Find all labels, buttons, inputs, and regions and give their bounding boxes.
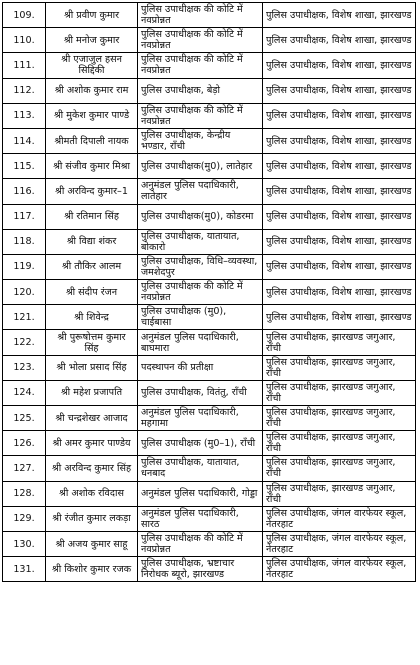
table-row bbox=[3, 229, 416, 254]
new-posting: पुलिस उपाधीक्षक, विशेष शाखा, झारखण्ड bbox=[263, 154, 416, 179]
current-posting: पुलिस उपाधीक्षक, केन्द्रीय भण्डार, राँची bbox=[138, 128, 263, 153]
officer-name: श्री अरविन्द कुमार–1 bbox=[46, 179, 138, 204]
current-posting: पुलिस उपाधीक्षक, बेड़ो bbox=[138, 78, 263, 103]
table-row bbox=[3, 53, 416, 78]
table-row bbox=[3, 154, 416, 179]
new-posting: पुलिस उपाधीक्षक, झारखण्ड जगुआर, राँची bbox=[263, 431, 416, 456]
officer-name: श्रीमती दिपाली नायक bbox=[46, 128, 138, 153]
new-posting: पुलिस उपाधीक्षक, झारखण्ड जगुआर, राँची bbox=[263, 380, 416, 405]
officer-name: श्री अशोक कुमार राम bbox=[46, 78, 138, 103]
new-posting: पुलिस उपाधीक्षक, विशेष शाखा, झारखण्ड bbox=[263, 305, 416, 330]
new-posting: पुलिस उपाधीक्षक, झारखण्ड जगुआर, राँची bbox=[263, 330, 416, 355]
serial-number: 111. bbox=[3, 53, 46, 78]
officer-name: श्री भोला प्रसाद सिंह bbox=[46, 355, 138, 380]
posting-table bbox=[2, 2, 416, 582]
current-posting: अनुमंडल पुलिस पदाधिकारी, गोड्डा bbox=[138, 481, 263, 506]
table-row bbox=[3, 280, 416, 305]
new-posting: पुलिस उपाधीक्षक, विशेष शाखा, झारखण्ड bbox=[263, 204, 416, 229]
officer-name: श्री संदीप रंजन bbox=[46, 280, 138, 305]
table-row bbox=[3, 481, 416, 506]
new-posting: पुलिस उपाधीक्षक, झारखण्ड जगुआर, राँची bbox=[263, 456, 416, 481]
officer-name: श्री मुकेश कुमार पाण्डे bbox=[46, 103, 138, 128]
table-row bbox=[3, 330, 416, 355]
serial-number: 116. bbox=[3, 179, 46, 204]
table-row bbox=[3, 406, 416, 431]
new-posting: पुलिस उपाधीक्षक, झारखण्ड जगुआर, राँची bbox=[263, 481, 416, 506]
officer-name: श्री किशोर कुमार रजक bbox=[46, 557, 138, 582]
current-posting: पुलिस उपाधीक्षक की कोटि में नवप्रोन्नत bbox=[138, 28, 263, 53]
current-posting: पुलिस उपाधीक्षक, भ्रष्टाचार निरोधक ब्यूरो, झारखण्ड bbox=[138, 557, 263, 582]
serial-number: 126. bbox=[3, 431, 46, 456]
officer-name: श्री महेश प्रजापति bbox=[46, 380, 138, 405]
officer-name: श्री अशोक रविदास bbox=[46, 481, 138, 506]
table-row bbox=[3, 28, 416, 53]
current-posting: पुलिस उपाधीक्षक की कोटि में नवप्रोन्नत bbox=[138, 531, 263, 556]
serial-number: 112. bbox=[3, 78, 46, 103]
new-posting: पुलिस उपाधीक्षक, जंगल वारफेयर स्कूल, नेतरहाट bbox=[263, 531, 416, 556]
officer-name: श्री एजाजुल हसन सिद्दिकी bbox=[46, 53, 138, 78]
table-row bbox=[3, 103, 416, 128]
serial-number: 131. bbox=[3, 557, 46, 582]
serial-number: 110. bbox=[3, 28, 46, 53]
serial-number: 122. bbox=[3, 330, 46, 355]
new-posting: पुलिस उपाधीक्षक, विशेष शाखा, झारखण्ड bbox=[263, 103, 416, 128]
current-posting: पुलिस उपाधीक्षक की कोटि में नवप्रोन्नत bbox=[138, 103, 263, 128]
officer-name: श्री रंजीत कुमार लकड़ा bbox=[46, 506, 138, 531]
new-posting: पुलिस उपाधीक्षक, विशेष शाखा, झारखण्ड bbox=[263, 53, 416, 78]
serial-number: 127. bbox=[3, 456, 46, 481]
serial-number: 117. bbox=[3, 204, 46, 229]
current-posting: पुलिस उपाधीक्षक की कोटि में नवप्रोन्नत bbox=[138, 53, 263, 78]
table-row bbox=[3, 431, 416, 456]
serial-number: 120. bbox=[3, 280, 46, 305]
new-posting: पुलिस उपाधीक्षक, विशेष शाखा, झारखण्ड bbox=[263, 229, 416, 254]
table-row bbox=[3, 3, 416, 28]
current-posting: पुलिस उपाधीक्षक (मु0–1), राँची bbox=[138, 431, 263, 456]
new-posting: पुलिस उपाधीक्षक, विशेष शाखा, झारखण्ड bbox=[263, 254, 416, 279]
table-row bbox=[3, 204, 416, 229]
new-posting: पुलिस उपाधीक्षक, विशेष शाखा, झारखण्ड bbox=[263, 128, 416, 153]
new-posting: पुलिस उपाधीक्षक, विशेष शाखा, झारखण्ड bbox=[263, 280, 416, 305]
current-posting: पदस्थापन की प्रतीक्षा bbox=[138, 355, 263, 380]
current-posting: पुलिस उपाधीक्षक, वितंतु, राँची bbox=[138, 380, 263, 405]
serial-number: 119. bbox=[3, 254, 46, 279]
officer-name: श्री अरविन्द कुमार सिंह bbox=[46, 456, 138, 481]
new-posting: पुलिस उपाधीक्षक, जंगल वारफेयर स्कूल, नेतरहाट bbox=[263, 557, 416, 582]
table-row bbox=[3, 557, 416, 582]
current-posting: पुलिस उपाधीक्षक, यातायात, बोकारो bbox=[138, 229, 263, 254]
current-posting: पुलिस उपाधीक्षक (मु0), चाईबासा bbox=[138, 305, 263, 330]
serial-number: 128. bbox=[3, 481, 46, 506]
new-posting: पुलिस उपाधीक्षक, विशेष शाखा, झारखण्ड bbox=[263, 179, 416, 204]
serial-number: 109. bbox=[3, 3, 46, 28]
table-row bbox=[3, 355, 416, 380]
officer-name: श्री अमर कुमार पाण्डेय bbox=[46, 431, 138, 456]
current-posting: पुलिस उपाधीक्षक(मु0), लातेहार bbox=[138, 154, 263, 179]
serial-number: 130. bbox=[3, 531, 46, 556]
table-row bbox=[3, 506, 416, 531]
table-row bbox=[3, 179, 416, 204]
serial-number: 125. bbox=[3, 406, 46, 431]
current-posting: पुलिस उपाधीक्षक, यातायात, धनबाद bbox=[138, 456, 263, 481]
current-posting: पुलिस उपाधीक्षक, विधि–व्यवस्था, जमशेदपुर bbox=[138, 254, 263, 279]
officer-name: श्री पुरूषोत्तम कुमार सिंह bbox=[46, 330, 138, 355]
officer-name: श्री शिवेन्द्र bbox=[46, 305, 138, 330]
current-posting: अनुमंडल पुलिस पदाधिकारी, बाघमारा bbox=[138, 330, 263, 355]
officer-name: श्री प्रवीण कुमार bbox=[46, 3, 138, 28]
new-posting: पुलिस उपाधीक्षक, विशेष शाखा, झारखण्ड bbox=[263, 78, 416, 103]
table-row bbox=[3, 128, 416, 153]
current-posting: पुलिस उपाधीक्षक की कोटि में नवप्रोन्नत bbox=[138, 280, 263, 305]
officer-name: श्री चन्द्रशेखर आजाद bbox=[46, 406, 138, 431]
table-row bbox=[3, 531, 416, 556]
table-row bbox=[3, 456, 416, 481]
table-row bbox=[3, 380, 416, 405]
table-row bbox=[3, 78, 416, 103]
officer-name: श्री मनोज कुमार bbox=[46, 28, 138, 53]
new-posting: पुलिस उपाधीक्षक, विशेष शाखा, झारखण्ड bbox=[263, 28, 416, 53]
serial-number: 114. bbox=[3, 128, 46, 153]
officer-name: श्री रतिमान सिंह bbox=[46, 204, 138, 229]
current-posting: अनुमंडल पुलिस पदाधिकारी, महगामा bbox=[138, 406, 263, 431]
current-posting: पुलिस उपाधीक्षक की कोटि में नवप्रोन्नत bbox=[138, 3, 263, 28]
current-posting: अनुमंडल पुलिस पदाधिकारी, सारठ bbox=[138, 506, 263, 531]
table-row bbox=[3, 305, 416, 330]
new-posting: पुलिस उपाधीक्षक, झारखण्ड जगुआर, राँची bbox=[263, 355, 416, 380]
officer-name: श्री तौकिर आलम bbox=[46, 254, 138, 279]
current-posting: अनुमंडल पुलिस पदाधिकारी, लातेहार bbox=[138, 179, 263, 204]
serial-number: 118. bbox=[3, 229, 46, 254]
new-posting: पुलिस उपाधीक्षक, जंगल वारफेयर स्कूल, नेतरहाट bbox=[263, 506, 416, 531]
current-posting: पुलिस उपाधीक्षक(मु0), कोडरमा bbox=[138, 204, 263, 229]
serial-number: 129. bbox=[3, 506, 46, 531]
posting-table-body bbox=[3, 3, 416, 582]
serial-number: 113. bbox=[3, 103, 46, 128]
new-posting: पुलिस उपाधीक्षक, विशेष शाखा, झारखण्ड bbox=[263, 3, 416, 28]
table-row bbox=[3, 254, 416, 279]
serial-number: 115. bbox=[3, 154, 46, 179]
officer-name: श्री विद्या शंकर bbox=[46, 229, 138, 254]
new-posting: पुलिस उपाधीक्षक, झारखण्ड जगुआर, राँची bbox=[263, 406, 416, 431]
serial-number: 121. bbox=[3, 305, 46, 330]
officer-name: श्री अजय कुमार साहू bbox=[46, 531, 138, 556]
serial-number: 124. bbox=[3, 380, 46, 405]
officer-name: श्री संजीव कुमार मिश्रा bbox=[46, 154, 138, 179]
serial-number: 123. bbox=[3, 355, 46, 380]
